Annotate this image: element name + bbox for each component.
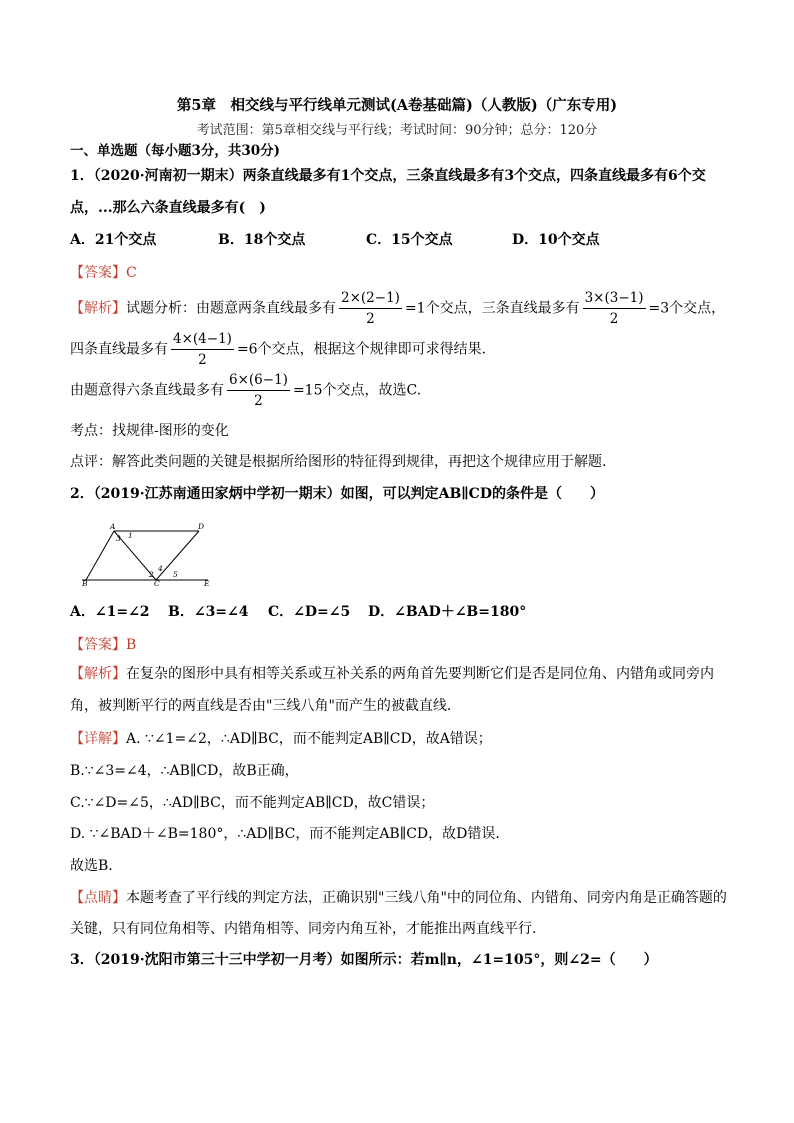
q2-analysis-line2: 角，被判断平行的两直线是否由"三线八角"而产生的被截直线. [70, 698, 452, 714]
q1-kaodian: 考点：找规律-图形的变化 [70, 423, 229, 439]
line-ab [86, 531, 114, 580]
q2-comment-line2: 关键，只有同位角相等、内错角相等、同旁内角互补，才能推出两直线平行. [70, 921, 537, 937]
label-e: E [204, 579, 210, 586]
q2-figure [78, 522, 218, 586]
label-c: C [154, 579, 160, 586]
q1-analysis-line2: 四条直线最多有 $\frac{4\times(4-1)}{2}$ =6个交点，根据这个规律即可求得结果. [70, 331, 487, 368]
analysis-tag: 【解析】 [70, 300, 126, 317]
answer-tag: 【答案】 [70, 265, 126, 281]
section-heading: 一、单选题（每小题3分，共30分) [70, 143, 281, 159]
q2-option-a: A．∠1=∠2 [70, 604, 150, 620]
exam-info: 考试范围：第5章相交线与平行线；考试时间：90分钟；总分：120分 [196, 123, 598, 138]
page-title: 第5章 相交线与平行线单元测试(A卷基础篇)（人教版)（广东专用) [176, 97, 618, 114]
label-angle2: 2 [149, 570, 154, 579]
q1-stem-line1: 1．（2020·河南初一期末）两条直线最多有1个交点，三条直线最多有3个交点，四条直线最多有6个交 [70, 168, 706, 184]
q1-option-c: C．15个交点 [366, 232, 453, 248]
q2-detail-line5: 故选B. [70, 858, 113, 874]
q2-detail-line1: 【详解】A. ∵∠1=∠2，∴AD∥BC，而不能判定AB∥CD，故A错误； [70, 731, 492, 747]
fraction: $\frac{6\times(6-1)}{2}$ [229, 372, 288, 409]
label-a: A [110, 522, 116, 531]
q2-answer: 【答案】B [70, 637, 137, 653]
q2-analysis-line1: 【解析】在复杂的图形中具有相等关系或互补关系的两角首先要判断它们是否是同位角、内错角或同旁内 [70, 666, 714, 682]
q2-detail-line4: D. ∵∠BAD＋∠B=180°，∴AD∥BC，而不能判定AB∥CD，故D错误. [70, 826, 500, 842]
q2-option-c: C．∠D=∠5 [268, 604, 351, 620]
fraction: $\frac{3\times(3-1)}{2}$ [584, 290, 644, 327]
label-angle1: 1 [128, 531, 133, 540]
q2-detail-line2: B.∵∠3=∠4，∴AB∥CD，故B正确， [70, 763, 299, 779]
fraction: $\frac{4\times(4-1)}{2}$ [173, 331, 232, 368]
q1-analysis-line3: 由题意得六条直线最多有 $\frac{6\times(6-1)}{2}$ =15个交点，故选C. [70, 372, 422, 409]
label-b: B [82, 579, 88, 586]
q1-option-a: A．21个交点 [70, 232, 157, 248]
q1-answer [70, 262, 137, 282]
q2-option-b: B．∠3=∠4 [168, 604, 249, 620]
q2-option-d: D．∠BAD＋∠B=180° [368, 604, 527, 620]
q1-dianping: 点评：解答此类问题的关键是根据所给图形的特征得到规律，再把这个规律应用于解题. [70, 454, 607, 470]
q1-analysis-line1: 【解析】试题分析：由题意两条直线最多有 $\frac{2\times(2-1)}{2}$ =1个交点，三条直线最多有 $\frac{3\times(3-1)}{2}$ =3个交点， [70, 290, 726, 327]
analysis-text: 试题分析：由题意两条直线最多有 [126, 300, 336, 317]
label-angle5: 5 [173, 570, 178, 579]
label-angle4: 4 [158, 564, 163, 573]
q2-comment-line1: 【点睛】本题考查了平行线的判定方法，正确识别"三线八角"中的同位角、内错角、同旁内角是正确答题的 [70, 890, 727, 906]
label-d: D [198, 522, 205, 531]
q1-stem-line2: 点，...那么六条直线最多有( ) [70, 200, 266, 216]
q2-detail-line3: C.∵∠D=∠5，∴AD∥BC，而不能判定AB∥CD，故C错误； [70, 795, 435, 811]
q1-option-d: D．10个交点 [512, 232, 600, 248]
q1-option-b: B．18个交点 [218, 232, 306, 248]
q2-stem: 2．（2019·江苏南通田家炳中学初一期末）如图，可以判定AB∥CD的条件是（ ） [70, 486, 604, 502]
fraction: $\frac{2\times(2-1)}{2}$ [341, 290, 400, 327]
answer-value: C [126, 265, 137, 281]
label-angle3: 3 [116, 534, 121, 543]
q3-stem: 3．（2019·沈阳市第三十三中学初一月考）如图所示：若m∥n，∠1=105°，则∠2=（ ） [70, 952, 658, 968]
